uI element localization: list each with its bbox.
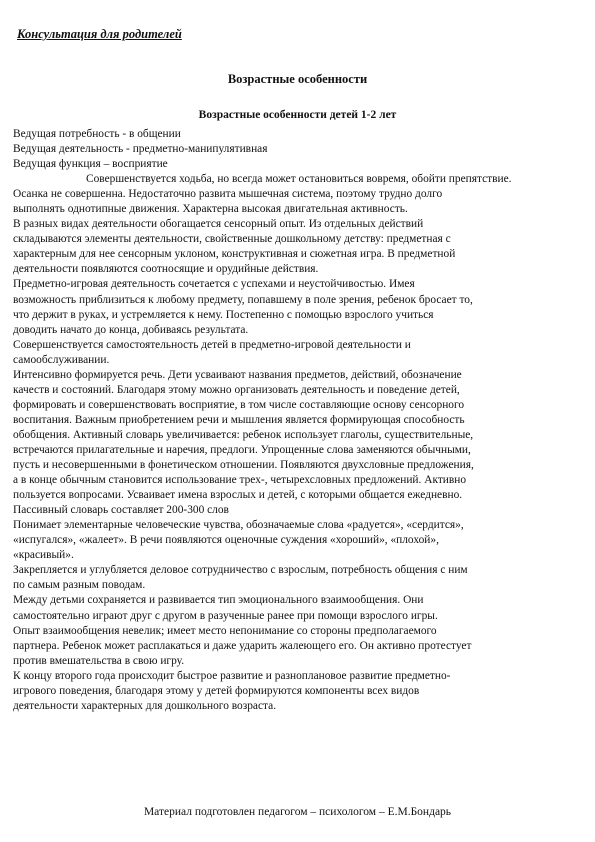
body-text bbox=[13, 127, 583, 714]
text-line: против вмешательства в свою игру. bbox=[13, 654, 185, 667]
text-line: Ведущая деятельность - предметно-манипулятивная bbox=[13, 143, 268, 156]
text-line: «красивый». bbox=[13, 549, 74, 562]
text-line: Понимает элементарные человеческие чувства, обозначаемые слова «радуется», «сердится», bbox=[13, 519, 464, 532]
text-line: формировать и совершенствовать восприятие, в том числе составляющие основу сенсорного bbox=[13, 398, 465, 411]
text-line: доводить начато до конца, добиваясь результата. bbox=[13, 323, 249, 336]
text-line: а в конце обычным становится использование трех-, четырехсловных предложений. Активно bbox=[13, 474, 467, 487]
header-note: Консультация для родителей bbox=[17, 27, 182, 41]
text-line: возможность приблизиться к любому предмету, попавшему в поле зрения, ребенок бросает то, bbox=[13, 293, 473, 306]
text-line: Предметно-игровая деятельность сочетается с успехами и неустойчивостью. Имея bbox=[13, 278, 415, 291]
text-line: К концу второго года происходит быстрое развитие и разноплановое развитие предметно- bbox=[13, 669, 451, 682]
document-subtitle: Возрастные особенности детей 1-2 лет bbox=[198, 109, 397, 121]
text-line: Совершенствуется ходьба, но всегда может остановиться вовремя, обойти препятствие. bbox=[86, 173, 512, 186]
text-line: Между детьми сохраняется и развивается тип эмоционального взаимообщения. Они bbox=[13, 594, 424, 607]
text-line: выполнять однотипные движения. Характерна высокая двигательная активность. bbox=[13, 203, 408, 216]
text-line: что держит в руках, и устремляется к нему. Постепенно с помощью взрослого учиться bbox=[13, 308, 434, 321]
text-line: пусть и несовершенными в фонетическом отношении. Появляются двухсловные предложения, bbox=[13, 459, 474, 472]
text-line: воспитания. Важным приобретением речи и мышления является формирующая способность bbox=[13, 413, 465, 426]
text-line: Осанка не совершенна. Недостаточно развита мышечная система, поэтому трудно долго bbox=[13, 188, 443, 201]
text-line: Пассивный словарь составляет 200-300 слов bbox=[13, 504, 229, 517]
text-line: Опыт взаимообщения невелик; имеет место непонимание со стороны предполагаемого bbox=[13, 624, 437, 637]
text-line: пользуется вопросами. Усваивает имена взрослых и детей, с которыми общается ежедневно. bbox=[13, 489, 463, 502]
text-line: характерным для нее сенсорным уклоном, конструктивная и сюжетная игра. В предметной bbox=[13, 248, 456, 261]
footer-note: Материал подготовлен педагогом – психологом – Е.М.Бондарь bbox=[143, 806, 452, 818]
text-line: Ведущая функция – восприятие bbox=[13, 158, 168, 171]
text-line: Совершенствуется самостоятельность детей в предметно-игровой деятельности и bbox=[13, 338, 411, 351]
text-line: Интенсивно формируется речь. Дети усваивают названия предметов, действий, обозначение bbox=[13, 368, 462, 381]
text-line: по самым разным поводам. bbox=[13, 579, 146, 592]
text-line: самостоятельно играют друг с другом в разученные ранее при помощи взрослого игры. bbox=[13, 609, 438, 622]
text-line: Закрепляется и углубляется деловое сотрудничество с взрослым, потребность общения с ним bbox=[13, 564, 468, 577]
text-line: складываются элементы деятельности, свойственные дошкольному детству: предметная с bbox=[13, 233, 451, 246]
text-line: партнера. Ребенок может расплакаться и даже ударить жалеющего его. Он активно протестует bbox=[13, 639, 472, 652]
text-line: обобщения. Активный словарь увеличивается: ребенок использует глаголы, существительные, bbox=[13, 428, 474, 441]
text-line: В разных видах деятельности обогащается сенсорный опыт. Из отдельных действий bbox=[13, 218, 424, 231]
text-line: игрового поведения, благодаря этому у детей формируются компоненты всех видов bbox=[13, 684, 420, 697]
text-line: «испугался», «жалеет». В речи появляются оценочные суждения «хороший», «плохой», bbox=[13, 534, 439, 547]
text-line: деятельности появляются соотносящие и орудийные действия. bbox=[13, 263, 319, 276]
text-line: качеств и состояний. Благодаря этому можно организовать деятельность и поведение детей, bbox=[13, 383, 460, 396]
text-line: Ведущая потребность - в общении bbox=[13, 128, 181, 140]
text-line: деятельности характерных для дошкольного возраста. bbox=[13, 699, 277, 712]
document-title: Возрастные особенности bbox=[227, 72, 368, 86]
text-line: встречаются прилагательные и наречия, предлоги. Упрощенные слова заменяются обычными, bbox=[13, 443, 471, 456]
text-line: самообслуживании. bbox=[13, 353, 110, 366]
